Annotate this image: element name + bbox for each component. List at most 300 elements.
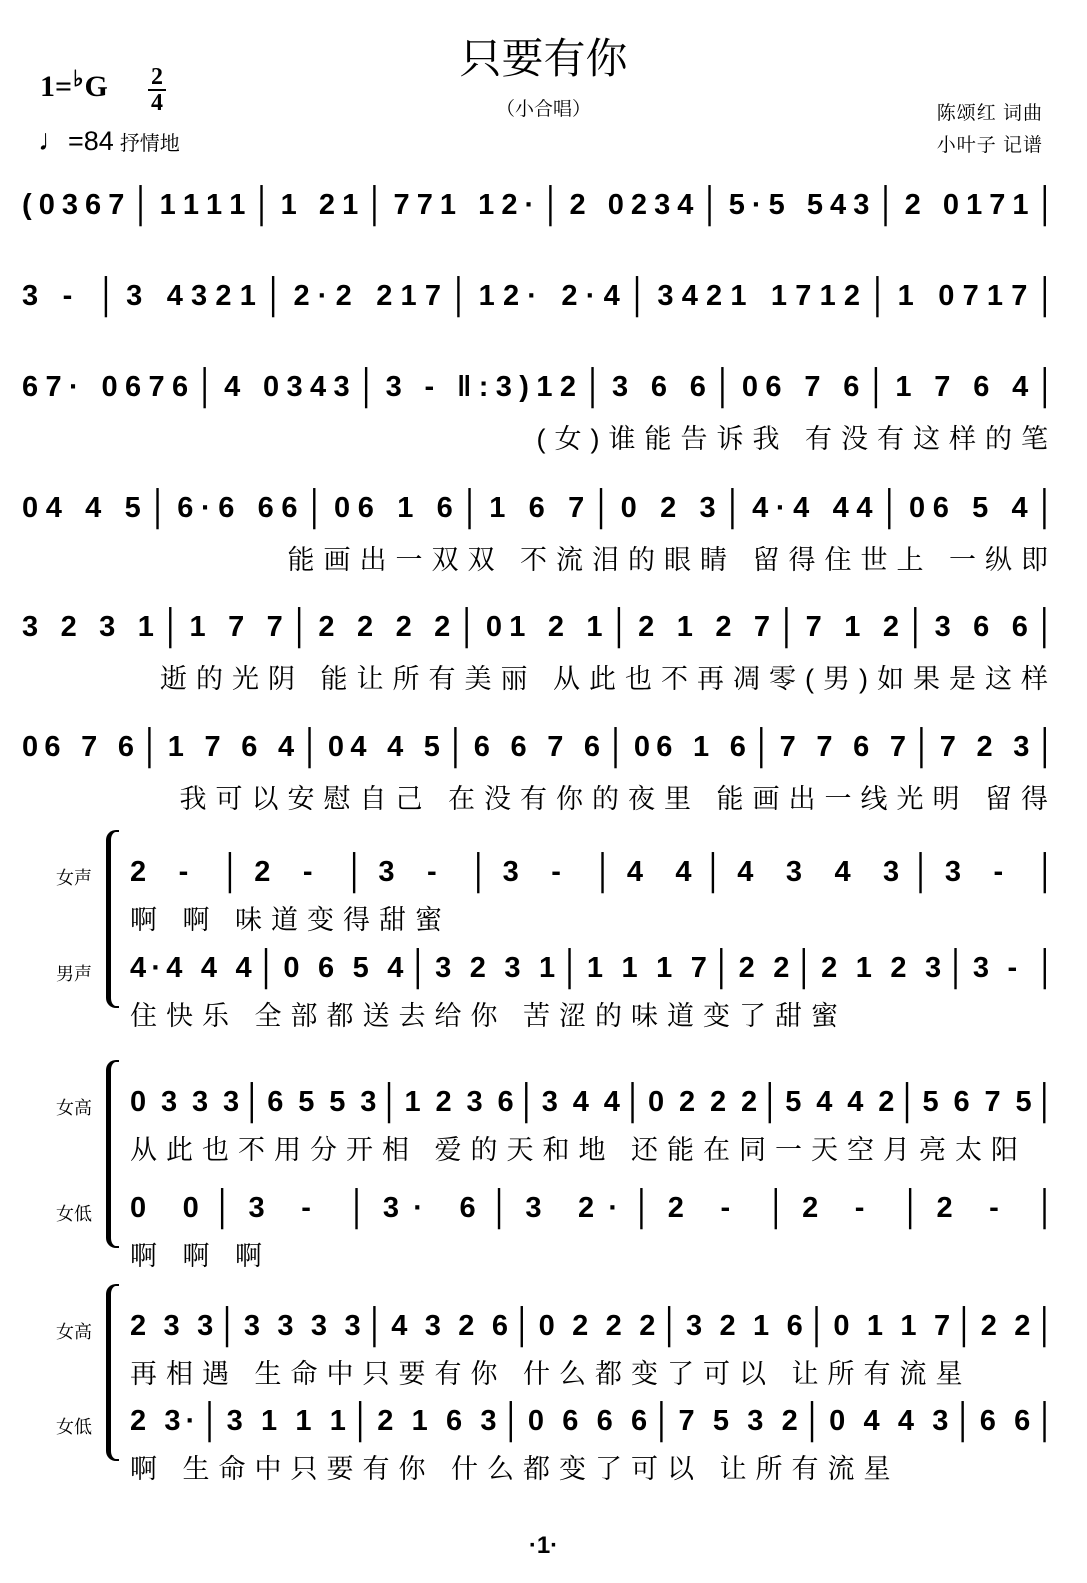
note-digit: 2 <box>660 491 677 524</box>
note-digit <box>227 731 235 764</box>
note-digit: 4 <box>278 730 295 763</box>
note-digit: 3 <box>223 1085 240 1118</box>
note-digit: · <box>585 279 596 312</box>
note-digit: 7 <box>816 730 833 763</box>
note-digit: 2 <box>773 951 790 984</box>
note-digit: 3 <box>685 1309 703 1342</box>
note-digit <box>999 731 1007 764</box>
note-digit <box>251 611 259 644</box>
barline: │ <box>356 367 379 406</box>
barline: │ <box>501 1401 523 1440</box>
note-digit: 3 <box>226 1404 243 1437</box>
barline: │ <box>1035 276 1057 315</box>
note-digit <box>463 189 471 222</box>
barline: │ <box>344 852 367 891</box>
barline: │ <box>752 727 774 766</box>
note-digit: 4 <box>752 491 769 524</box>
note-digit: 2 <box>572 1309 589 1342</box>
note-digit <box>730 1086 738 1119</box>
barline: │ <box>946 948 968 987</box>
note-digit: 2 <box>130 1404 147 1437</box>
note-digit <box>349 1086 357 1119</box>
note-digit: 4 <box>572 1085 589 1118</box>
note-digit: - <box>720 1191 731 1224</box>
note-digit: 3 <box>972 951 989 984</box>
note-digit: 0 <box>262 370 280 403</box>
note-digit <box>699 1086 707 1119</box>
score-line <box>22 367 1057 454</box>
note-digit <box>942 1086 950 1119</box>
note-digit: 4 <box>793 491 810 524</box>
score-line <box>22 607 1057 694</box>
barline: │ <box>460 488 482 527</box>
note-digit: · <box>69 370 79 403</box>
note-digit: 1 <box>167 730 184 763</box>
note-digit: 6 <box>85 188 102 221</box>
barline: │ <box>1035 1306 1057 1345</box>
time-signature <box>148 66 166 114</box>
note-digit <box>419 611 427 644</box>
note-digit <box>715 731 723 764</box>
barline: │ <box>350 1401 373 1440</box>
lyrics-line <box>22 777 1057 816</box>
note-digit: 1 <box>897 279 914 312</box>
note-digit <box>442 371 450 404</box>
note-digit: ) <box>519 370 529 403</box>
lyrics-text: 我可以安慰自己 在没有你的夜里 能画出一线光明 留得 <box>179 784 1057 814</box>
lyrics-text: 逝的光阴 能让所有美丽 从此也不再凋零(男)如果是这样 <box>160 664 1057 694</box>
note-digit <box>1015 856 1023 889</box>
key-tonic: G <box>84 70 108 103</box>
note-digit: 3 <box>934 610 951 643</box>
barline: │ <box>1035 367 1057 406</box>
note-digit: 7 <box>1011 279 1028 312</box>
note-digit: 2 <box>741 1085 758 1118</box>
lyrics-line <box>130 994 1057 1033</box>
note-digit <box>86 371 94 404</box>
note-digit: 3 <box>333 370 350 403</box>
note-digit: · <box>200 491 211 524</box>
note-digit: 7 <box>416 188 433 221</box>
note-digit <box>789 371 797 404</box>
note-digit: 3 <box>99 610 116 643</box>
song-title: 只要有你 <box>459 34 628 83</box>
lyrics-line <box>130 1128 1057 1167</box>
note-digit: 6 <box>459 1191 476 1224</box>
note-digit <box>437 1192 445 1225</box>
note-digit <box>556 1192 564 1225</box>
note-digit: 3 <box>310 1309 328 1342</box>
note-digit <box>283 856 291 889</box>
note-digit: 6 <box>729 730 746 763</box>
barline: │ <box>131 185 153 224</box>
note-digit: 7 <box>805 610 822 643</box>
note-digit <box>1013 1192 1021 1225</box>
note-digit <box>814 856 822 889</box>
note-digit: 1 <box>676 610 693 643</box>
note-digit: 2 <box>215 279 232 312</box>
note-digit: 4 <box>834 855 851 888</box>
barline: │ <box>541 185 563 224</box>
note-digit: 7 <box>568 491 585 524</box>
note-digit <box>744 1192 752 1225</box>
note-digit <box>707 1310 715 1343</box>
note-digit: 0 <box>942 188 960 221</box>
note-digit: 2 <box>501 188 518 221</box>
note-digit: 0 <box>908 491 926 524</box>
note-digit: 1 <box>536 370 553 403</box>
note-digit: 6 <box>843 370 860 403</box>
note-digit: 6 <box>117 730 135 763</box>
barline: │ <box>880 488 902 527</box>
note-digit: 1 <box>1012 188 1029 221</box>
note-digit: 6 <box>853 730 870 763</box>
barline: │ <box>489 1188 512 1227</box>
note-digit <box>46 280 54 313</box>
barline: │ <box>911 852 933 891</box>
note-digit <box>158 856 166 889</box>
barline: │ <box>1035 727 1057 766</box>
note-digit <box>360 280 368 313</box>
note-digit: - <box>178 855 189 888</box>
note-digit <box>674 371 682 404</box>
note-digit: 0 <box>334 491 351 524</box>
note-digit <box>380 611 388 644</box>
note-digit: 3 <box>611 370 629 403</box>
note-digit: 3 <box>424 1309 441 1342</box>
note-digit: 4 <box>675 855 692 888</box>
note-digit: · <box>751 188 762 221</box>
note-digit: 6 <box>171 370 189 403</box>
note-digit: 4 <box>816 1085 833 1118</box>
note-digit: 0 <box>38 188 55 221</box>
note-digit <box>222 952 230 985</box>
note-digit <box>877 952 885 985</box>
note-digit: 2 <box>458 1309 475 1342</box>
barline: │ <box>449 276 471 315</box>
note-digit <box>739 611 747 644</box>
time-top: 2 <box>151 64 163 90</box>
note-digit <box>412 1310 420 1343</box>
note-digit <box>662 611 670 644</box>
note-digit <box>150 1086 158 1119</box>
note-digit <box>573 856 581 889</box>
note-digit: 3 <box>161 1085 178 1118</box>
note-digit: 1 <box>189 610 206 643</box>
note-digit: 3 <box>883 855 900 888</box>
note-digit: 6 <box>979 1404 996 1437</box>
note-digit: 0 <box>607 188 624 221</box>
note-digit <box>996 492 1004 525</box>
note-digit <box>570 731 578 764</box>
notation-measures <box>22 367 1057 407</box>
note-digit: 6 <box>473 730 490 763</box>
note-digit: 1 <box>895 370 912 403</box>
note-digit: 3 <box>1013 730 1030 763</box>
note-digit: 2 <box>706 279 723 312</box>
note-digit: 0 <box>130 1085 147 1118</box>
note-digit <box>768 1405 776 1438</box>
note-digit <box>486 1086 494 1119</box>
note-digit <box>922 280 930 313</box>
note-digit <box>109 492 117 525</box>
note-digit: 5 <box>124 491 141 524</box>
note-digit: 1 <box>509 610 526 643</box>
note-digit: : <box>478 370 489 403</box>
note-digit: 7 <box>962 279 979 312</box>
note-digit: 2 <box>639 1309 656 1342</box>
score-line <box>22 488 1057 575</box>
note-digit: 4 <box>309 370 327 403</box>
note-digit <box>373 731 381 764</box>
notation-measures <box>22 488 1057 528</box>
note-digit <box>973 1086 981 1119</box>
note-digit: 2 <box>435 1085 452 1118</box>
note-digit: ( <box>22 188 32 221</box>
note-digit: 7 <box>266 610 283 643</box>
note-digit: 6 <box>436 491 453 524</box>
note-digit: 4 <box>166 279 183 312</box>
barline: ‖ <box>456 370 472 403</box>
note-digit: 0 <box>22 730 39 763</box>
note-digit <box>700 611 708 644</box>
note-digit <box>339 952 347 985</box>
note-digit <box>190 731 198 764</box>
notation-measures <box>22 185 1057 225</box>
barline: │ <box>953 1401 975 1440</box>
note-digit: 6 <box>257 491 274 524</box>
note-digit <box>684 492 692 525</box>
note-digit: 2 <box>469 951 486 984</box>
tempo-value: =84 <box>68 126 114 156</box>
note-digit: 7 <box>547 730 564 763</box>
note-digit: 4 <box>626 855 643 888</box>
note-digit: 6 <box>446 1404 463 1437</box>
note-digit <box>1002 1310 1010 1343</box>
note-digit <box>833 1192 841 1225</box>
expression-mark: 抒情地 <box>119 133 180 155</box>
note-digit: 6 <box>932 491 949 524</box>
note-digit <box>668 1086 676 1119</box>
note-digit: 3 <box>541 1085 558 1118</box>
note-digit: 2 <box>254 855 271 888</box>
note-digit <box>325 856 333 889</box>
note-digit: 2 <box>802 1191 819 1224</box>
notation-measures <box>22 276 1057 316</box>
note-digit <box>84 611 92 644</box>
barline: │ <box>713 367 735 406</box>
note-digit <box>298 1310 306 1343</box>
note-digit: 3 <box>657 279 674 312</box>
lyrics-line <box>22 538 1057 577</box>
barline: │ <box>700 185 722 224</box>
note-digit: 4 <box>847 1085 864 1118</box>
note-digit: 3 <box>243 1309 260 1342</box>
note-digit: 2 <box>719 1309 736 1342</box>
barline: │ <box>517 1082 539 1121</box>
note-digit <box>533 731 541 764</box>
note-digit: 0 <box>527 1404 545 1437</box>
score-line <box>22 727 1057 814</box>
note-digit: 6 <box>267 1085 284 1118</box>
note-digit: 6 <box>124 370 142 403</box>
note-digit: 1 <box>730 279 747 312</box>
note-digit: 4 <box>603 1085 620 1118</box>
note-digit: 3 <box>466 1085 483 1118</box>
note-digit <box>678 952 686 985</box>
note-digit <box>104 731 112 764</box>
note-digit <box>248 371 256 404</box>
note-digit: 2 <box>980 1309 997 1342</box>
note-digit: 4 <box>235 951 252 984</box>
note-digit <box>151 1310 159 1343</box>
note-digit: 1 <box>770 279 788 312</box>
note-digit: 4 <box>200 951 218 984</box>
lyrics-text: 从此也不用分开相 爱的天和地 还能在同一天空月亮太阳 <box>130 1135 1028 1165</box>
note-digit <box>850 1405 858 1438</box>
note-digit <box>513 492 521 525</box>
key-signature <box>40 66 108 104</box>
note-digit: 4 <box>350 730 367 763</box>
lyrics-line <box>130 1447 1057 1486</box>
note-digit <box>836 1086 844 1119</box>
note-digit: 6 <box>22 370 39 403</box>
note-digit: 2 <box>781 1404 798 1437</box>
barline: │ <box>264 276 286 315</box>
note-digit <box>958 611 966 644</box>
barline: │ <box>1035 1188 1057 1227</box>
note-digit: 3 <box>654 188 671 221</box>
lyrics-text: (女)谁能告诉我 有没有这样的笔 <box>536 424 1057 454</box>
note-digit: 3 <box>932 1404 949 1437</box>
note-digit: 2 <box>638 610 655 643</box>
note-digit: 6 <box>218 491 235 524</box>
note-digit: 2 <box>559 370 576 403</box>
barline: │ <box>901 1188 923 1227</box>
note-digit <box>407 856 415 889</box>
lyrics-text: 再相遇 生命中只要有你 什么都变了可以 让所有流星 <box>130 1359 972 1389</box>
note-digit: 6 <box>650 370 667 403</box>
note-digit: 0 <box>647 1085 665 1118</box>
note-digit: 6 <box>497 1085 514 1118</box>
note-digit <box>150 280 158 313</box>
note-digit: 4 <box>832 491 849 524</box>
note-digit: 4 <box>897 1404 915 1437</box>
note-digit: 4 <box>1012 370 1029 403</box>
page-number: ·1· <box>528 1532 559 1559</box>
note-digit: 7 <box>804 370 821 403</box>
note-digit <box>491 952 499 985</box>
note-digit: - <box>427 855 437 888</box>
barline: │ <box>609 607 631 646</box>
note-digit <box>70 492 78 525</box>
barline: │ <box>217 1306 240 1345</box>
note-digit <box>287 1086 295 1119</box>
note-digit <box>212 1086 220 1119</box>
note-digit: 1 <box>621 951 638 984</box>
barline: │ <box>220 852 242 891</box>
note-digit <box>184 1310 192 1343</box>
barline: │ <box>195 367 217 406</box>
flat-sign: ♭ <box>73 66 84 91</box>
note-digit: 4 <box>391 1309 408 1342</box>
note-digit: 1 <box>819 279 836 312</box>
note-digit: 5 <box>806 188 823 221</box>
part-line <box>130 852 1057 935</box>
note-digit: 0 <box>130 1191 147 1224</box>
note-digit: 0 <box>829 1404 846 1437</box>
note-digit: · <box>527 279 537 312</box>
note-digit <box>282 1405 290 1438</box>
barline: │ <box>794 948 816 987</box>
barline: │ <box>906 607 928 646</box>
note-digit: · <box>608 1191 619 1224</box>
note-digit <box>593 189 601 222</box>
note-digit <box>618 1405 626 1438</box>
score-line <box>22 276 1057 322</box>
note-digit: 3 <box>747 1404 764 1437</box>
barline: │ <box>148 488 170 527</box>
note-digit: 7 <box>148 370 165 403</box>
note-digit <box>409 731 417 764</box>
note-digit: 4 <box>85 491 102 524</box>
lyrics-line <box>130 898 1057 937</box>
note-digit <box>200 856 208 889</box>
note-digit: 2 <box>605 1309 622 1342</box>
note-digit <box>956 492 964 525</box>
song-subtitle: （小合唱） <box>495 99 591 120</box>
note-digit <box>571 611 579 644</box>
note-digit <box>740 1310 748 1343</box>
notation-measures <box>130 1082 1057 1122</box>
note-digit: 6 <box>510 730 527 763</box>
note-digit: 1 <box>855 951 872 984</box>
note-digit: 5 <box>972 491 989 524</box>
note-digit: 6 <box>973 370 990 403</box>
note-digit <box>552 492 560 525</box>
notation-measures <box>130 948 1057 988</box>
note-digit: 1 <box>586 951 603 984</box>
note-digit <box>317 1405 325 1438</box>
note-digit: 6 <box>630 1404 648 1437</box>
note-digit: 3 <box>126 279 143 312</box>
note-digit: 4 <box>863 1404 880 1437</box>
note-digit: · <box>317 279 328 312</box>
note-digit: 7 <box>753 610 771 643</box>
barline: │ <box>766 1188 788 1227</box>
note-digit <box>868 611 876 644</box>
note-digit: 3 <box>785 855 802 888</box>
note-digit <box>421 492 429 525</box>
note-digit: 2 <box>376 279 393 312</box>
lyrics-text: 啊 啊 味道变得甜蜜 <box>130 905 452 935</box>
note-digit: 3 <box>382 1191 400 1224</box>
note-digit: 4 <box>45 491 62 524</box>
note-digit: 3 <box>22 610 39 643</box>
note-digit: 1 <box>478 279 495 312</box>
note-digit: 2 <box>377 1404 394 1437</box>
note-digit <box>561 1086 569 1119</box>
note-digit <box>318 1086 326 1119</box>
note-digit <box>592 1086 600 1119</box>
note-digit: 3 <box>853 188 870 221</box>
note-digit <box>467 1405 475 1438</box>
note-digit <box>342 611 350 644</box>
note-digit: 2 <box>318 610 335 643</box>
note-digit: 1 <box>239 279 256 312</box>
note-digit: 2 <box>578 1191 595 1224</box>
note-digit: 2 <box>710 1085 727 1118</box>
